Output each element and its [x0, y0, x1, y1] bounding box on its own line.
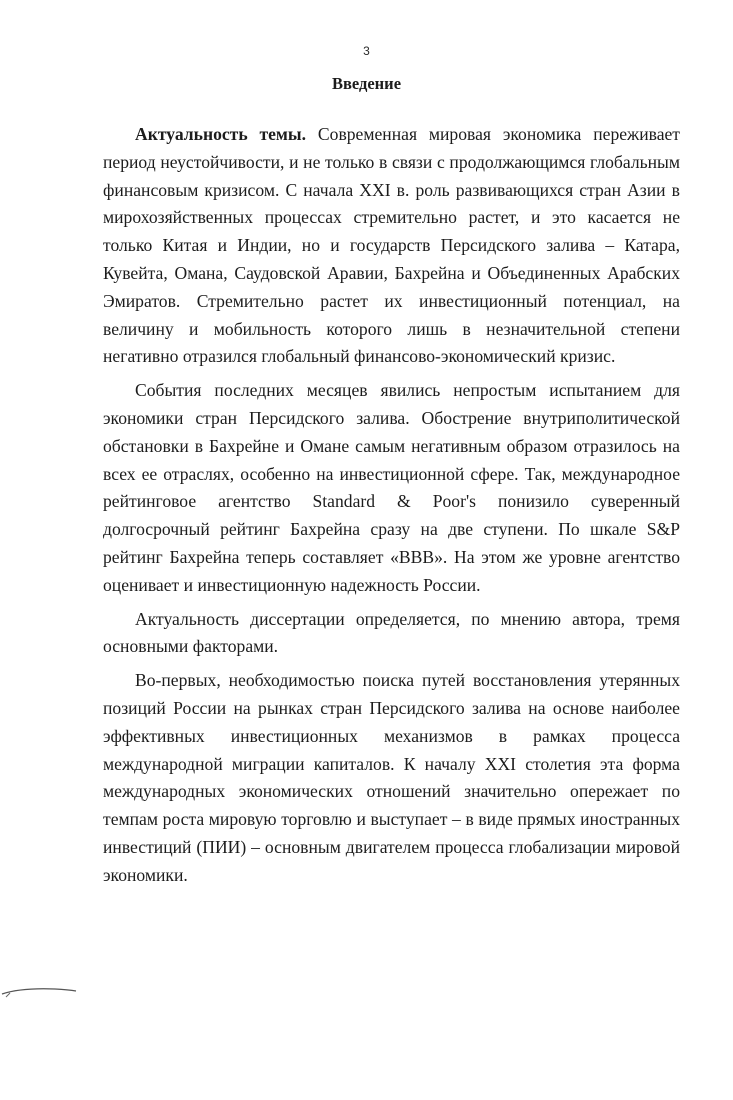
paragraph-first-factor: Во-первых, необходимостью поиска путей восстановления утерянных позиций России на рынках стран Персидского залива на основе наиболее эффективных инвестиционных механизмов в рамках процесса международной миграции капиталов. К началу XXI столетия эта форма международных экономических отношений значительно опережает по темпам роста мировую торговлю и выступает – в виде прямых иностранных инвестиций (ПИИ) – основным двигателем процесса глобализации мировой экономики.	[103, 670, 680, 885]
paragraph-recent-events: События последних месяцев явились непростым испытанием для экономики стран Персидского залива. Обострение внутриполитической обстановки в Бахрейне и Омане самым негативным образом отразилось на всех ее отраслях, особенно на инвестиционной сфере. Так, международное рейтинговое агентство Standard & Poor's понизило суверенный долгосрочный рейтинг Бахрейна сразу на две ступени. По шкале S&P рейтинг Бахрейна теперь составляет «BBB». На этом же уровне агентство оценивает и инвестиционную надежность России.	[103, 380, 680, 595]
paragraph-text: Современная мировая экономика переживает период неустойчивости, и не только в связи с продолжающимся глобальным финансовым кризисом. С начала XXI в. роль развивающихся стран Азии в мирохозяйственных процессах стремительно растет, и это касается не только Китая и Индии, но и государств Персидского залива – Катара, Кувейта, Омана, Саудовской Аравии, Бахрейна и Объединенных Арабских Эмиратов. Стремительно растет их инвестиционный потенциал, на величину и мобильность которого лишь в незначительной степени негативно отразился глобальный финансово-экономический кризис.	[103, 124, 680, 367]
page-number: 3	[363, 44, 370, 58]
scan-mark	[0, 978, 90, 1002]
paragraph-relevance	[103, 121, 680, 371]
section-heading: Введение	[331, 74, 402, 93]
paragraph-lead: Актуальность темы.	[135, 124, 307, 144]
body-text	[103, 121, 680, 890]
paragraph-factors: Актуальность диссертации определяется, по мнению автора, тремя основными факторами.	[103, 608, 680, 657]
